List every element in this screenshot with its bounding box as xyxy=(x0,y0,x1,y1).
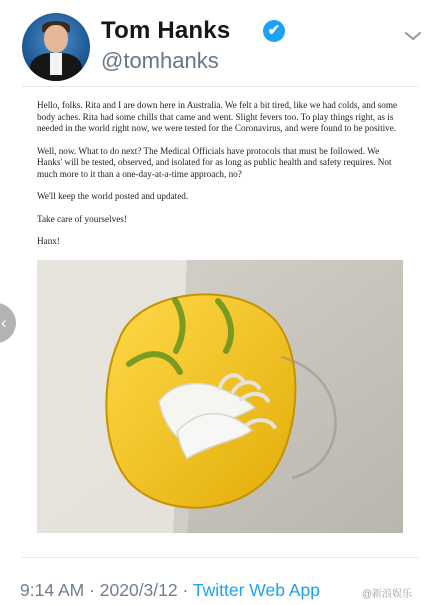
photo-scene xyxy=(37,260,403,533)
author-name[interactable]: Tom Hanks xyxy=(101,17,231,44)
watermark: @新浪娱乐 xyxy=(361,589,412,600)
tweet-meta xyxy=(20,580,320,601)
avatar[interactable] xyxy=(22,13,90,81)
photo-yellow-bag-gloves[interactable] xyxy=(37,260,403,533)
avatar-shirt xyxy=(50,53,62,75)
statement-text xyxy=(37,100,402,259)
tweet-source-app[interactable]: Twitter Web App xyxy=(192,580,320,600)
statement-paragraph-5: Hanx! xyxy=(37,236,60,246)
statement-paragraph-3: We'll keep the world posted and updated. xyxy=(37,191,189,201)
tweet-timestamp[interactable]: 9:14 AM · 2020/3/12 · xyxy=(20,580,193,600)
verified-badge-icon: ✔ xyxy=(263,20,285,42)
statement-paragraph-1: Hello, folks. Rita and I are down here in Australia. We felt a bit tired, like we had colds, and some body aches. Rita had some chills that came and went. Slight fevers too. To play things right, as is needed in the world right now, we were tested for the Coronavirus, and were found to be positive. xyxy=(37,100,398,133)
avatar-face xyxy=(44,25,68,53)
author-handle[interactable]: @tomhanks xyxy=(101,48,219,73)
tweet-header xyxy=(0,0,440,85)
chevron-left-icon[interactable]: ‹ xyxy=(0,303,16,343)
statement-paragraph-2: Well, now. What to do next? The Medical Officials have protocols that must be followed. We Hanks' will be tested, observed, and isolated for as long as public health and safety requires. Not much more to it than a one-day-at-a-time approach, no? xyxy=(37,145,392,179)
statement-paragraph-4: Take care of yourselves! xyxy=(37,213,127,224)
chevron-down-icon[interactable] xyxy=(401,24,425,48)
